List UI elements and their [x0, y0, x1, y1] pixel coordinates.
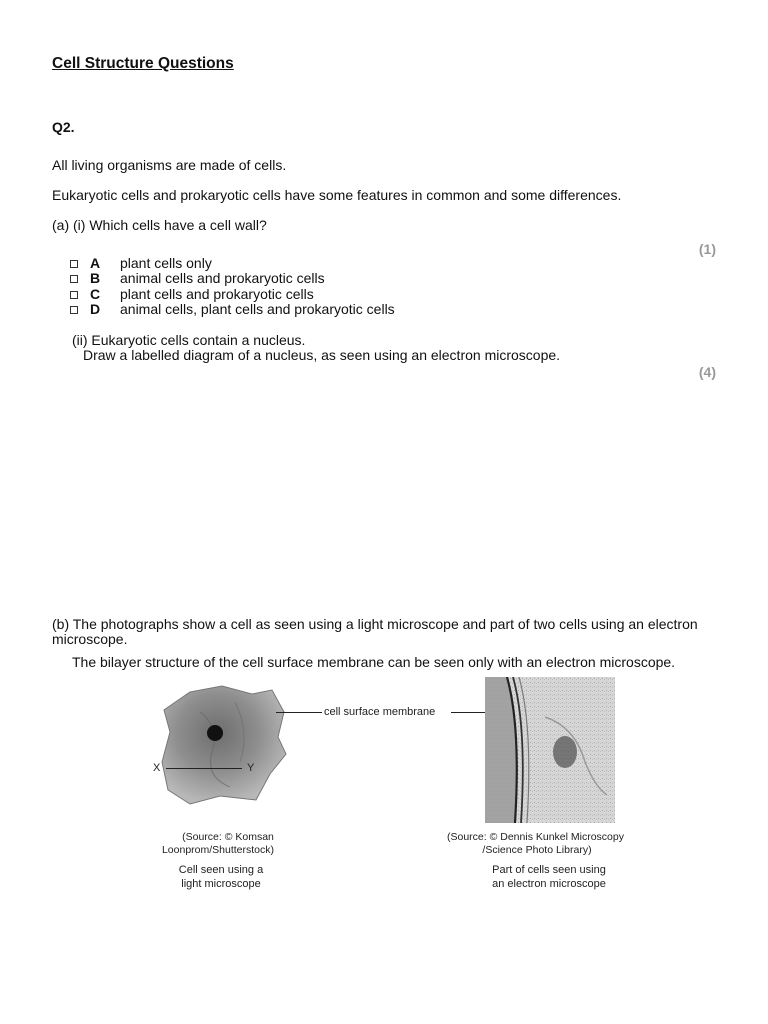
right-caption-1: Part of cells seen using: [492, 864, 606, 876]
y-label: Y: [247, 762, 255, 774]
option-b[interactable]: [70, 270, 325, 286]
left-source-1: (Source: © Komsan: [182, 831, 274, 843]
marks-a-i: (1): [698, 241, 716, 257]
checkbox-c[interactable]: [70, 291, 78, 299]
electron-microscope-photo: [485, 677, 615, 823]
question-number: Q2.: [52, 119, 75, 135]
intro-line-2: Eukaryotic cells and prokaryotic cells have some features in common and some differences.: [52, 187, 622, 203]
question-a-ii-line-1: (ii) Eukaryotic cells contain a nucleus.: [72, 332, 306, 348]
right-caption-2: an electron microscope: [492, 878, 606, 890]
option-text: animal cells and prokaryotic cells: [120, 270, 325, 286]
light-microscope-photo: [160, 682, 290, 807]
right-source-1: (Source: © Dennis Kunkel Microscopy: [447, 831, 624, 843]
question-b-line-2: microscope.: [52, 631, 128, 647]
drawing-answer-area[interactable]: [52, 395, 716, 595]
micrograph-illustration: [485, 677, 615, 823]
membrane-label: cell surface membrane: [324, 706, 436, 718]
option-text: plant cells and prokaryotic cells: [120, 286, 314, 302]
option-text: animal cells, plant cells and prokaryotic cells: [120, 301, 395, 317]
option-a[interactable]: [70, 255, 212, 271]
question-a-i: (a) (i) Which cells have a cell wall?: [52, 217, 267, 233]
left-caption-1: Cell seen using a: [178, 864, 264, 876]
option-letter: B: [90, 270, 101, 286]
nucleus-dot: [207, 725, 223, 741]
question-b-line-3: The bilayer structure of the cell surface membrane can be seen only with an electron microscope.: [72, 654, 676, 670]
x-label: X: [153, 762, 161, 774]
right-source-2: /Science Photo Library): [482, 844, 592, 856]
checkbox-a[interactable]: [70, 260, 78, 268]
question-b-line-1: (b) The photographs show a cell as seen using a light microscope and part of two cells using an electron: [52, 616, 698, 632]
option-text: plant cells only: [120, 255, 212, 271]
left-caption-2: light microscope: [181, 878, 261, 890]
option-letter: C: [90, 286, 101, 302]
cell-illustration: [160, 682, 290, 807]
intro-line-1: All living organisms are made of cells.: [52, 157, 287, 173]
xy-line: [166, 768, 242, 769]
option-d[interactable]: [70, 301, 395, 317]
option-letter: D: [90, 301, 101, 317]
marks-a-ii: (4): [698, 364, 716, 380]
checkbox-b[interactable]: [70, 275, 78, 283]
option-letter: A: [90, 255, 101, 271]
membrane-pointer-line-left: [276, 712, 322, 713]
checkbox-d[interactable]: [70, 306, 78, 314]
question-a-ii-line-2: Draw a labelled diagram of a nucleus, as seen using an electron microscope.: [83, 347, 561, 363]
page-title: Cell Structure Questions: [52, 55, 234, 72]
option-c[interactable]: [70, 286, 314, 302]
left-source-2: Loonprom/Shutterstock): [161, 844, 275, 856]
